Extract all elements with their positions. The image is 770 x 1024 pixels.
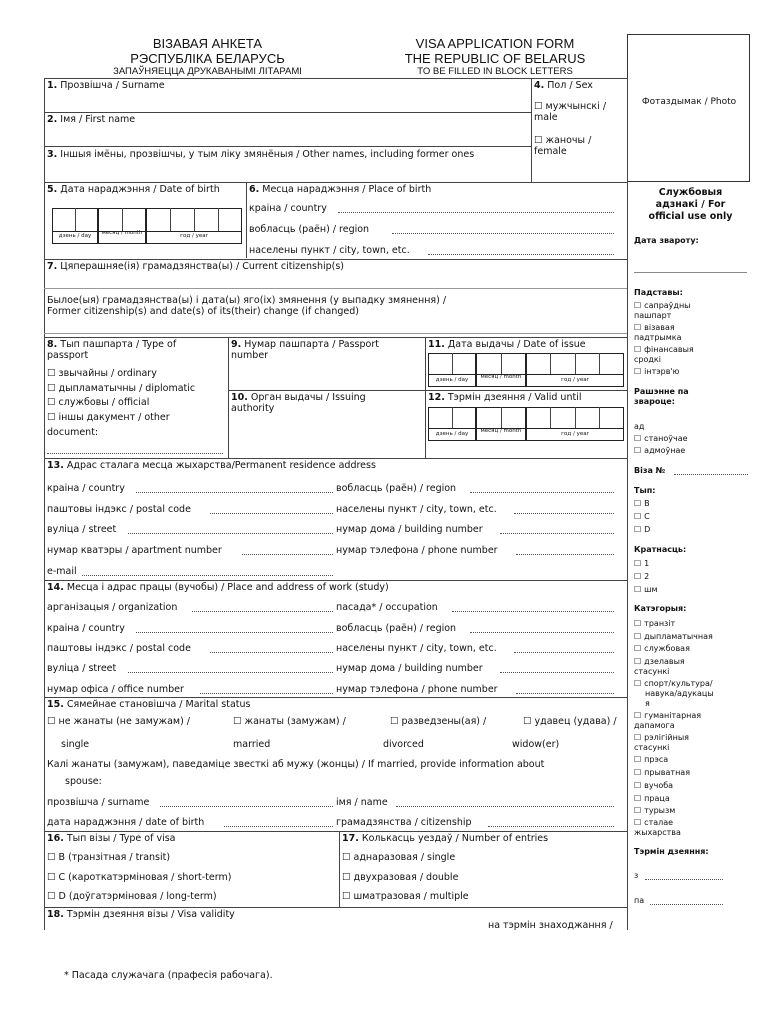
spouse-surname-line[interactable] (160, 806, 333, 807)
passport-number-label-2: number (231, 350, 269, 361)
spouse-info-label: Калі жанаты (замужам), паведаміце звесткі аб мужу (жонцы) / If married, provide information about (47, 759, 545, 770)
dob-month-caption: месяц / month (101, 230, 143, 236)
decision-approved-checkbox[interactable]: ☐ станоўчае (634, 434, 688, 444)
work-phone-line[interactable] (516, 693, 614, 694)
category-sport-text: навука/адукацы (645, 689, 714, 698)
res-phone-line[interactable] (516, 554, 614, 555)
title-en: VISA APPLICATION FORM (415, 36, 575, 51)
stay-duration-label: на тэрмін знаходжання / (488, 920, 613, 931)
category-sport-checkbox[interactable]: ☐ спорт/культура/ (634, 679, 713, 689)
work-label: 14. Месца і адрас працы (вучобы) / Place and address of work (study) (47, 582, 389, 593)
official-type-c-checkbox[interactable]: ☐ С (634, 512, 650, 522)
passport-other-checkbox[interactable]: ☐ іншы дакумент / other (47, 412, 170, 423)
res-building-line[interactable] (500, 533, 614, 534)
work-street-line[interactable] (128, 672, 333, 673)
valid-year-caption: год / year (561, 431, 589, 437)
validity-to-label: па (634, 896, 645, 905)
category-label: Катэгорыя: (634, 604, 687, 613)
former-citizenship-by: Былое(ыя) грамадзянства(ы) і дата(ы) яго(іх) змянення (у выпадку змянення) / (47, 295, 447, 306)
spouse-dob-line[interactable] (224, 826, 333, 827)
sex-female-checkbox[interactable]: ☐ жаночы / female (534, 135, 624, 158)
entries-single-checkbox[interactable]: ☐ аднаразовая / single (342, 852, 455, 863)
spouse-info-label-2: spouse: (65, 776, 102, 787)
spouse-surname-label: прозвішча / surname (47, 797, 150, 808)
work-office-line[interactable] (200, 693, 333, 694)
issue-day-caption: дзень / day (435, 377, 469, 383)
work-country-line[interactable] (136, 632, 333, 633)
official-type-label: Тып: (634, 486, 656, 495)
validity-from-line[interactable] (645, 879, 723, 880)
pob-region-label: вобласць (раён) / region (249, 224, 370, 235)
entries-double-checkbox[interactable]: ☐ двухразовая / double (342, 872, 458, 883)
passport-type-label: 8. Тып пашпарта / Type of (47, 339, 177, 350)
other-document-label: document: (47, 427, 99, 438)
dob-label: 5. Дата нараджэння / Date of birth (47, 184, 220, 195)
work-org-label: арганізацыя / organization (47, 602, 178, 613)
work-building-line[interactable] (500, 672, 614, 673)
country-en: THE REPUBLIC OF BELARUS (404, 51, 586, 66)
work-occupation-line[interactable] (452, 611, 614, 612)
work-office-label: нумар офіса / office number (47, 684, 184, 695)
other-names-label: 3. Іншыя імёны, прозвішчы, у тым ліку змянёныя / Other names, including former ones (47, 149, 475, 160)
res-region-line[interactable] (470, 492, 614, 493)
multiplicity-1-checkbox[interactable]: ☐ 1 (634, 559, 649, 569)
work-postal-label: паштовы індэкс / postal code (47, 643, 191, 654)
footnote: * Пасада служачага (прафесія рабочага). (64, 970, 273, 981)
former-citizenship-en: Former citizenship(s) and date(s) of its(their) change (if changed) (47, 306, 359, 317)
photo-box[interactable] (627, 34, 750, 182)
ground-passport-text: пашпарт (634, 311, 672, 320)
work-phone-label: нумар тэлефона / phone number (336, 684, 498, 695)
multiplicity-2-checkbox[interactable]: ☐ 2 (634, 572, 649, 582)
marital-divorced-checkbox[interactable]: ☐ разведзены(ая) / (390, 716, 486, 727)
ground-funds-text: сродкі (634, 355, 661, 364)
visa-validity-label: 18. Тэрмін дзеяння візы / Visa validity (47, 909, 235, 920)
validity-to-line[interactable] (650, 904, 723, 905)
country-by: РЭСПУБЛІКА БЕЛАРУСЬ (130, 51, 285, 66)
note-by: ЗАПАЎНЯЕЦЦА ДРУКАВАНЫМІ ЛІТАРАМІ (113, 66, 302, 77)
res-apartment-line[interactable] (242, 554, 333, 555)
res-postal-label: паштовы індэкс / postal code (47, 504, 191, 515)
category-work-checkbox[interactable]: ☐ праца (634, 794, 670, 804)
citizenship-label: 7. Цяперашняе(ія) грамадзянства(ы) / Current citizenship(s) (47, 261, 345, 272)
pob-country-line[interactable] (338, 212, 614, 213)
marital-married-checkbox[interactable]: ☐ жанаты (замужам) / (233, 716, 346, 727)
other-document-line[interactable] (47, 453, 223, 454)
work-city-label: населены пункт / city, town, etc. (336, 643, 497, 654)
spouse-name-line[interactable] (396, 806, 614, 807)
res-apartment-label: нумар кватэры / apartment number (47, 545, 222, 556)
work-city-line[interactable] (514, 652, 614, 653)
work-country-label: краіна / country (47, 623, 125, 634)
photo-label: Фотаздымак / Photo (641, 97, 737, 107)
multiplicity-multi-checkbox[interactable]: ☐ шм (634, 585, 658, 595)
marital-single-checkbox[interactable]: ☐ не жанаты (не замужам) / (47, 716, 190, 727)
decision-label: Рашэнне па (634, 387, 689, 396)
marital-married-en: married (233, 739, 271, 750)
passport-type-label-2: passport (47, 350, 89, 361)
category-religious-text: стасункі (634, 743, 670, 752)
validity-from-label: з (634, 871, 639, 880)
ground-funds-checkbox[interactable]: ☐ фінансавыя (634, 345, 694, 355)
spouse-citizenship-line[interactable] (488, 826, 614, 827)
entries-label: 17. Колькасць уездаў / Number of entries (342, 833, 549, 844)
decision-denied-checkbox[interactable]: ☐ адмоўнае (634, 446, 685, 456)
work-occupation-label: пасада* / occupation (336, 602, 438, 613)
sex-male-checkbox[interactable]: ☐ мужчынскі / male (534, 101, 624, 124)
marital-label: 15. Сямейнае становішча / Marital status (47, 699, 251, 710)
note-en: TO BE FILLED IN BLOCK LETTERS (417, 66, 573, 77)
residence-label: 13. Адрас сталага месца жыхарства/Permanent residence address (47, 460, 376, 471)
category-religious-checkbox[interactable]: ☐ рэлігійныя (634, 733, 689, 743)
ground-interview-checkbox[interactable]: ☐ інтэрв'ю (634, 367, 679, 377)
category-study-checkbox[interactable]: ☐ вучоба (634, 781, 673, 791)
passport-number-label: 9. Нумар пашпарта / Passport (231, 339, 379, 350)
marital-widowed-en: widow(er) (512, 739, 560, 750)
marital-divorced-en: divorced (383, 739, 424, 750)
pob-label: 6. Месца нараджэння / Place of birth (249, 184, 432, 195)
valid-day-caption: дзень / day (435, 431, 469, 437)
ground-passport-checkbox[interactable]: ☐ сапраўдны (634, 301, 691, 311)
category-business-checkbox[interactable]: ☐ дзелавыя (634, 657, 685, 667)
ground-visa-support-text: падтрымка (634, 333, 682, 342)
work-region-line[interactable] (470, 632, 614, 633)
res-phone-label: нумар тэлефона / phone number (336, 545, 498, 556)
res-email-label: e-mail (47, 566, 77, 577)
category-official-checkbox[interactable]: ☐ службовая (634, 644, 690, 654)
res-country-line[interactable] (136, 492, 333, 493)
pob-city-label: населены пункт / city, town, etc. (249, 245, 410, 256)
category-sport-text-2: я (645, 699, 650, 708)
sex-label: 4. Пол / Sex (534, 80, 593, 91)
return-date-label: Дата звароту: (634, 236, 699, 245)
official-type-d-checkbox[interactable]: ☐ D (634, 525, 650, 535)
valid-until-label: 12. Тэрмін дзеяння / Valid until (428, 392, 582, 403)
ground-visa-support-checkbox[interactable]: ☐ візавая (634, 323, 675, 333)
passport-diplomatic-checkbox[interactable]: ☐ дыпламатычны / diplomatic (47, 383, 195, 394)
dob-year-caption: год / year (180, 233, 208, 239)
category-residence-text: жыхарства (634, 828, 681, 837)
issuing-authority-label: 10. Орган выдачы / Issuing (231, 392, 366, 403)
category-business-text: стасункі (634, 667, 670, 676)
category-tourism-checkbox[interactable]: ☐ турызм (634, 806, 675, 816)
spouse-citizenship-label: грамадзянства / citizenship (336, 817, 472, 828)
category-transit-checkbox[interactable]: ☐ транзіт (634, 619, 675, 629)
res-city-label: населены пункт / city, town, etc. (336, 504, 497, 515)
res-region-label: вобласць (раён) / region (336, 483, 457, 494)
work-org-line[interactable] (192, 611, 333, 612)
multiplicity-label: Кратнасць: (634, 545, 687, 554)
return-date-line[interactable] (634, 272, 747, 273)
issue-year-caption: год / year (561, 377, 589, 383)
category-humanitarian-text: дапамога (634, 721, 675, 730)
category-humanitarian-checkbox[interactable]: ☐ гуманітарная (634, 711, 701, 721)
visa-number-line[interactable] (674, 474, 748, 475)
passport-official-checkbox[interactable]: ☐ службовы / official (47, 397, 149, 408)
date-of-issue-label: 11. Дата выдачы / Date of issue (428, 339, 586, 350)
visa-number-label: Віза № (634, 466, 666, 475)
work-postal-line[interactable] (210, 652, 333, 653)
issuing-authority-label-2: authority (231, 403, 275, 414)
dob-day-caption: дзень / day (58, 233, 92, 239)
res-city-line[interactable] (514, 513, 614, 514)
pob-country-label: краіна / country (249, 203, 327, 214)
category-residence-checkbox[interactable]: ☐ сталае (634, 818, 673, 828)
official-use-title: Службовыя адзнакі / For official use only (648, 187, 733, 222)
surname-label: 1. Прозвішча / Surname (47, 80, 165, 91)
spouse-name-label: імя / name (336, 797, 388, 808)
res-email-line[interactable] (82, 575, 333, 576)
res-street-line[interactable] (128, 533, 333, 534)
res-street-label: вуліца / street (47, 524, 117, 535)
pob-region-line[interactable] (392, 233, 614, 234)
category-diplomatic-checkbox[interactable]: ☐ дыпламатычная (634, 632, 713, 642)
visa-type-transit-checkbox[interactable]: ☐ В (транзітная / transit) (47, 852, 170, 863)
pob-city-line[interactable] (428, 254, 614, 255)
res-country-label: краіна / country (47, 483, 125, 494)
work-region-label: вобласць (раён) / region (336, 623, 457, 634)
passport-ordinary-checkbox[interactable]: ☐ звычайны / ordinary (47, 368, 157, 379)
title-by: ВІЗАВАЯ АНКЕТА (152, 36, 263, 51)
official-type-b-checkbox[interactable]: ☐ В (634, 499, 650, 509)
work-building-label: нумар дома / building number (336, 663, 483, 674)
grounds-label: Падставы: (634, 288, 683, 297)
entries-multiple-checkbox[interactable]: ☐ шматразовая / multiple (342, 891, 469, 902)
decision-from-label: ад (634, 422, 645, 431)
issue-month-caption: месяц / month (480, 374, 522, 380)
visa-type-label: 16. Тып візы / Type of visa (47, 833, 176, 844)
category-press-checkbox[interactable]: ☐ прэса (634, 755, 668, 765)
marital-single-en: single (61, 739, 90, 750)
decision-label-2: звароце: (634, 397, 675, 406)
visa-type-short-checkbox[interactable]: ☐ С (кароткатэрміновая / short-term) (47, 872, 231, 883)
official-validity-label: Тэрмін дзеяння: (634, 847, 709, 856)
marital-widowed-checkbox[interactable]: ☐ удавец (удава) / (523, 716, 617, 727)
spouse-dob-label: дата нараджэння / date of birth (47, 817, 205, 828)
work-street-label: вуліца / street (47, 663, 117, 674)
category-private-checkbox[interactable]: ☐ прыватная (634, 768, 690, 778)
res-building-label: нумар дома / building number (336, 524, 483, 535)
valid-month-caption: месяц / month (480, 428, 522, 434)
first-name-label: 2. Імя / First name (47, 114, 136, 125)
visa-type-long-checkbox[interactable]: ☐ D (доўгатэрміновая / long-term) (47, 891, 217, 902)
res-postal-line[interactable] (210, 513, 333, 514)
